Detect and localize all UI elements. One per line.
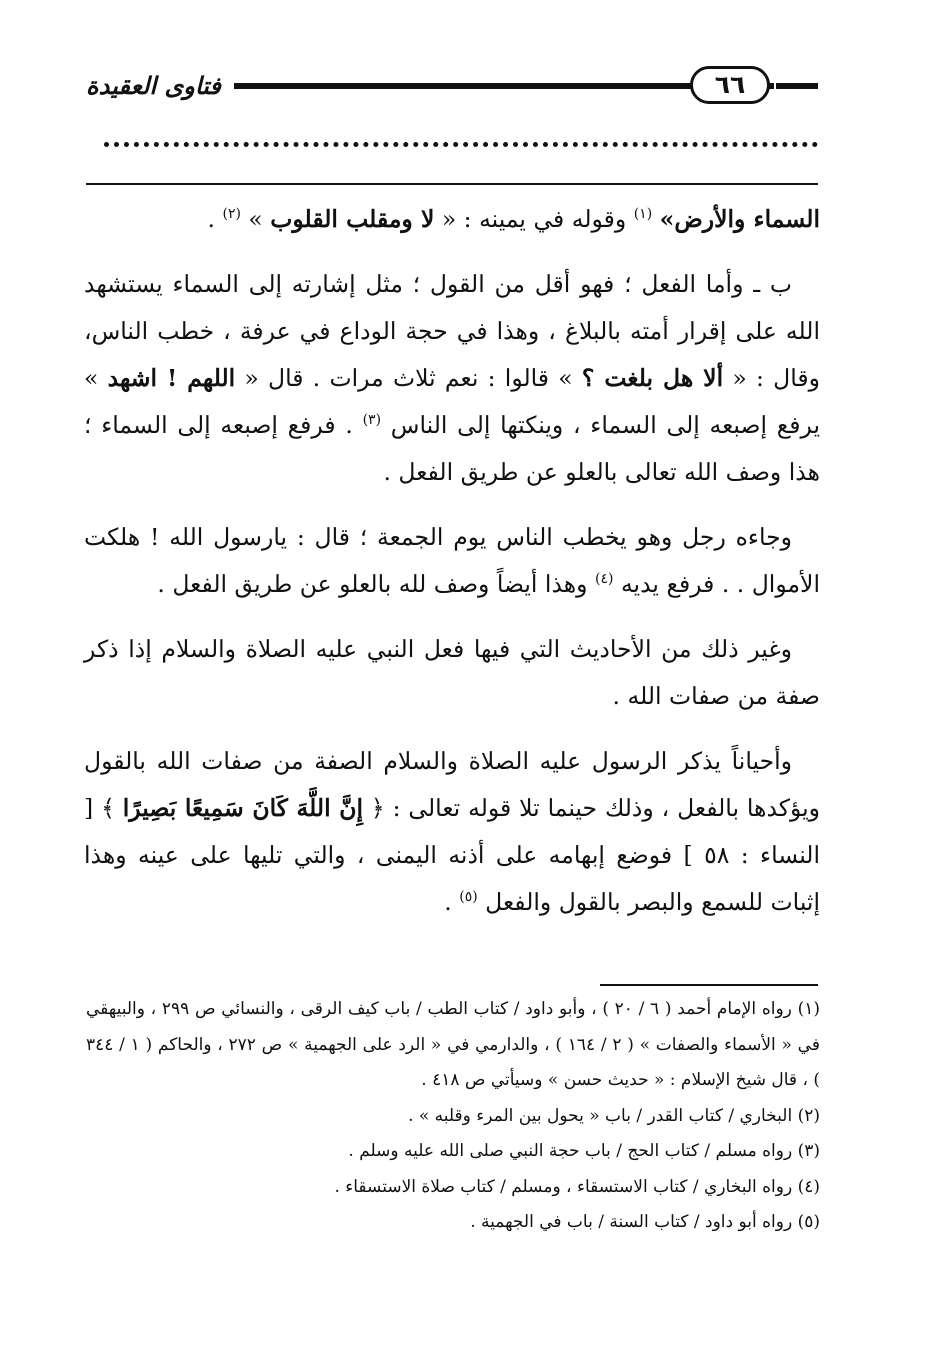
footnote-ref: (٣) <box>362 412 382 429</box>
text-run: . <box>444 888 460 916</box>
bold-phrase: السماء والأرض» <box>659 205 820 233</box>
footnote-1: (١) رواه الإمام أحمد ( ٦ / ٢٠ ) ، وأبو داود / كتاب الطب / باب كيف الرقى ، والنسائي ص ٢٩٩ ، والبيهقي في « الأسماء والصفات » ( ٢ / ١٦٤ ) ، والدارمي في « الرد على الجهمية » ص ٢٧٢ ، والحاكم ( ١ / ٣٤٤ ) ، قال شيخ الإسلام : « حديث حسن » وسيأتي ص ٤١٨ . <box>86 999 820 1090</box>
paragraph <box>84 261 820 496</box>
bold-phrase: لا ومقلب القلوب <box>270 205 435 233</box>
footnote-3: (٣) رواه مسلم / كتاب الحج / باب حجة النبي صلى الله عليه وسلم . <box>348 1141 820 1161</box>
header-bottom-rule <box>86 183 818 185</box>
page-number: ٦٦ <box>690 66 770 104</box>
paragraph <box>84 738 820 926</box>
text-run: ﴾ [ النساء : ٥٨ ] فوضع إبهامه على أذنه اليمنى ، والتي تليها على عينه وهذا إثبات للسمع والبصر بالقول والفعل <box>84 794 820 916</box>
text-run: » <box>240 205 271 233</box>
text-run: ب ـ وأما الفعل ؛ فهو أقل من القول ؛ مثل إشارته إلى السماء يستشهد الله على إقرار أمته بالبلاغ ، وهذا في حجة الوداع في عرفة ، خطب الناس، وقال : « <box>84 270 820 392</box>
book-title: فتاوى العقيدة <box>86 72 221 100</box>
header-rule-right <box>776 83 818 89</box>
footnote-ref: (٥) <box>459 889 478 906</box>
text-run <box>652 205 659 233</box>
footnote-ref: (٤) <box>595 571 614 588</box>
footnote-ref: (٢) <box>222 206 241 223</box>
footnote-4: (٤) رواه البخاري / كتاب الاستسقاء ، ومسلم / كتاب صلاة الاستسقاء . <box>334 1176 820 1197</box>
text-run: وأحياناً يذكر الرسول عليه الصلاة والسلام الصفة من صفات الله بالقول ويؤكدها بالفعل ، وذلك حينما تلا قوله تعالى : ﴿ <box>84 747 820 822</box>
text-run: . <box>207 205 223 233</box>
text-run: وهذا أيضاً وصف لله بالعلو عن طريق الفعل . <box>157 570 596 598</box>
text-run: » يرفع إصبعه إلى السماء ، وينكتها إلى الناس <box>84 364 820 439</box>
text-run: » قالوا : نعم ثلاث مرات . قال « <box>235 364 582 392</box>
text-run: وقوله في يمينه : « <box>434 205 634 233</box>
bold-phrase: اللهم ! اشهد <box>107 364 236 392</box>
footnotes <box>86 992 820 1241</box>
footnote-ref: (١) <box>633 206 653 223</box>
text-run: . فرفع إصبعه إلى السماء ؛ هذا وصف الله تعالى بالعلو عن طريق الفعل . <box>84 411 820 486</box>
text-run: وجاءه رجل وهو يخطب الناس يوم الجمعة ؛ قال : يارسول الله ! هلكت الأموال . . فرفع يديه <box>84 523 820 598</box>
bold-phrase: ألا هل بلغت ؟ <box>581 364 724 392</box>
paragraph <box>84 196 820 243</box>
quran-verse: إِنَّ اللَّهَ كَانَ سَمِيعًا بَصِيرًا <box>122 794 364 822</box>
page-header <box>86 62 818 122</box>
footnote-5: (٥) رواه أبو داود / كتاب السنة / باب في الجهمية . <box>470 1212 820 1232</box>
dotted-separator <box>104 132 818 147</box>
main-text <box>84 196 820 944</box>
text-run: وغير ذلك من الأحاديث التي فيها فعل النبي عليه الصلاة والسلام إذا ذكر صفة من صفات الله . <box>84 635 820 710</box>
footnote-2: (٢) البخاري / كتاب القدر / باب « يحول بين المرء وقلبه » . <box>408 1105 820 1126</box>
paragraph <box>84 514 820 608</box>
footnote-rule <box>600 984 818 986</box>
paragraph <box>84 626 820 720</box>
